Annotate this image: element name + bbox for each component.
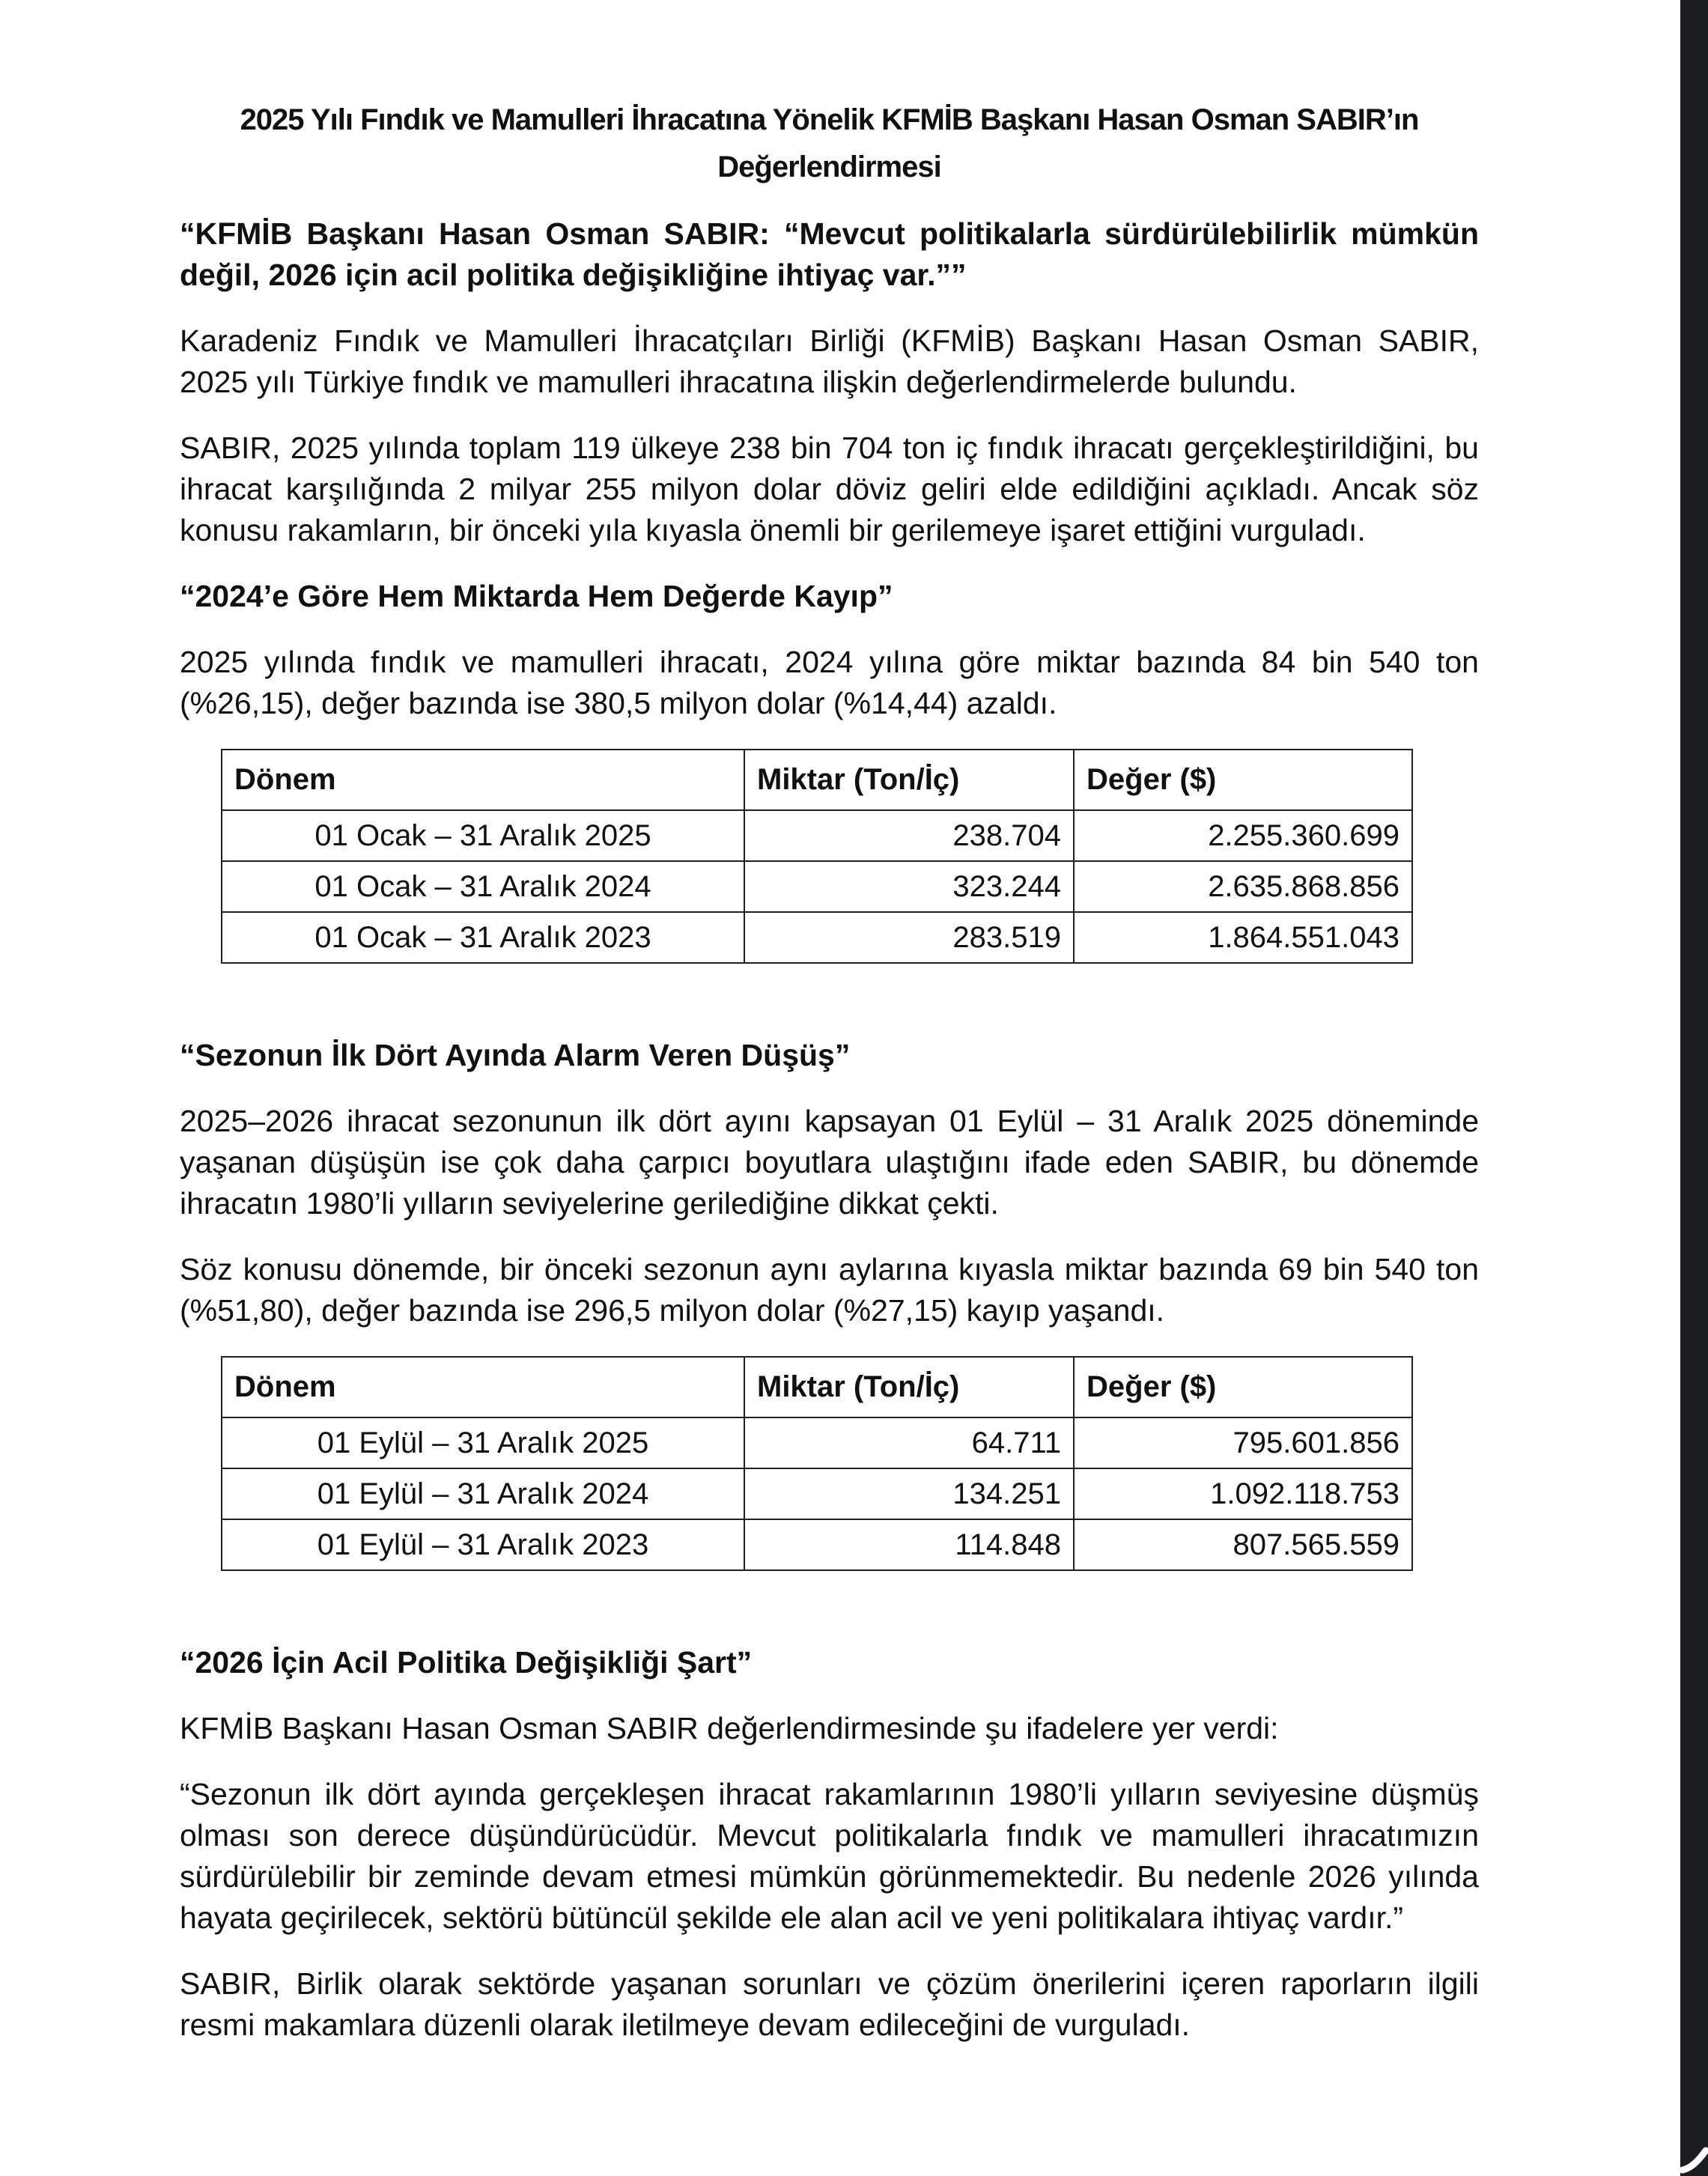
table-row [222, 1417, 1412, 1468]
table-header-cell-period: Dönem [222, 1357, 744, 1417]
swoosh-icon[interactable] [1680, 2137, 1708, 2173]
table-row [222, 861, 1412, 912]
table-cell-quantity: 323.244 [744, 861, 1074, 912]
swoosh-stroke [1683, 2151, 1706, 2170]
intro-paragraph-1: Karadeniz Fındık ve Mamulleri İhracatçıları Birliği (KFMİB) Başkanı Hasan Osman SABIR, 2025 yılı Türkiye fındık ve mamulleri ihracatına ilişkin değerlendirmelerde bulundu. [180, 323, 1479, 399]
table-row [222, 1468, 1412, 1519]
table-row [222, 1519, 1412, 1570]
intro-quote: “KFMİB Başkanı Hasan Osman SABIR: “Mevcut politikalarla sürdürülebilirlik mümkün değil, 2026 için acil politika değişikliğine ihtiyaç var.”” [180, 216, 1479, 292]
table-cell-quantity: 283.519 [744, 912, 1074, 963]
section-heading-loss-vs-2024: “2024’e Göre Hem Miktarda Hem Değerde Kayıp” [180, 579, 893, 613]
section-heading-policy-change: “2026 İçin Acil Politika Değişikliği Şart” [180, 1645, 753, 1680]
table-cell-value: 807.565.559 [1074, 1519, 1412, 1570]
table-cell-quantity: 134.251 [744, 1468, 1074, 1519]
table-header-cell-quantity: Miktar (Ton/İç) [744, 1357, 1074, 1417]
table-cell-period: 01 Eylül – 31 Aralık 2024 [222, 1468, 744, 1519]
table-cell-value: 2.255.360.699 [1074, 810, 1412, 861]
table-header-cell-quantity: Miktar (Ton/İç) [744, 750, 1074, 810]
table-cell-value: 2.635.868.856 [1074, 861, 1412, 912]
section3-paragraph-3: SABIR, Birlik olarak sektörde yaşanan sorunları ve çözüm önerilerini içeren raporların ilgili resmi makamlara düzenli olarak iletilmeye devam edileceğini de vurguladı. [180, 1966, 1479, 2042]
table-row [222, 810, 1412, 861]
table-cell-period: 01 Eylül – 31 Aralık 2023 [222, 1519, 744, 1570]
table-cell-period: 01 Eylül – 31 Aralık 2025 [222, 1417, 744, 1468]
intro-paragraph-2: SABIR, 2025 yılında toplam 119 ülkeye 238 bin 704 ton iç fındık ihracatı gerçekleştirildiğini, bu ihracat karşılığında 2 milyar 255 milyon dolar döviz geliri elde edildiğini açıkladı. Ancak söz konusu rakamların, bir önceki yıla kıyasla önemli bir gerilemeye işaret ettiğini vurguladı. [180, 431, 1479, 547]
table-cell-value: 1.864.551.043 [1074, 912, 1412, 963]
document-title-line2: Değerlendirmesi [717, 151, 941, 183]
section1-paragraph-1: 2025 yılında fındık ve mamulleri ihracatı, 2024 yılına göre miktar bazında 84 bin 540 ton (%26,15), değer bazında ise 380,5 milyon dolar (%14,44) azaldı. [180, 645, 1479, 720]
table-header-cell-value: Değer ($) [1074, 1357, 1412, 1417]
section2-paragraph-1: 2025–2026 ihracat sezonunun ilk dört ayını kapsayan 01 Eylül – 31 Aralık 2025 döneminde yaşanan düşüşün ise çok daha çarpıcı boyutlara ulaştığını ifade eden SABIR, bu dönemde ihracatın 1980’li yılların seviyelerine gerilediğine dikkat çekti. [180, 1104, 1479, 1221]
table-header-row [222, 750, 1412, 810]
document-content [180, 97, 1479, 2070]
table-header-cell-value: Değer ($) [1074, 750, 1412, 810]
section-heading-season-drop: “Sezonun İlk Dört Ayında Alarm Veren Düşüş” [180, 1038, 851, 1072]
table-header-cell-period: Dönem [222, 750, 744, 810]
season-export-table [221, 1356, 1413, 1571]
document-title-line1: 2025 Yılı Fındık ve Mamulleri İhracatına Yönelik KFMİB Başkanı Hasan Osman SABIR’ın [240, 103, 1419, 136]
table-cell-quantity: 238.704 [744, 810, 1074, 861]
scrollbar-track[interactable] [1680, 0, 1708, 2176]
section2-paragraph-2: Söz konusu dönemde, bir önceki sezonun aynı aylarına kıyasla miktar bazında 69 bin 540 ton (%51,80), değer bazında ise 296,5 milyon dolar (%27,15) kayıp yaşandı. [180, 1252, 1479, 1328]
table-row [222, 912, 1412, 963]
table-header-row [222, 1357, 1412, 1417]
table-cell-value: 795.601.856 [1074, 1417, 1412, 1468]
table-cell-quantity: 114.848 [744, 1519, 1074, 1570]
table-cell-quantity: 64.711 [744, 1417, 1074, 1468]
document-title [180, 97, 1479, 191]
section3-paragraph-1: KFMİB Başkanı Hasan Osman SABIR değerlendirmesinde şu ifadelere yer verdi: [180, 1711, 1279, 1745]
table-cell-period: 01 Ocak – 31 Aralık 2023 [222, 912, 744, 963]
annual-export-table [221, 749, 1413, 964]
table-cell-period: 01 Ocak – 31 Aralık 2024 [222, 861, 744, 912]
section3-paragraph-2: “Sezonun ilk dört ayında gerçekleşen ihracat rakamlarının 1980’li yılların seviyesine düşmüş olması son derece düşündürücüdür. Mevcut politikalarla fındık ve mamulleri ihracatımızın sürdürülebilir bir zeminde devam etmesi mümkün görünmemektedir. Bu nedenle 2026 yılında hayata geçirilecek, sektörü bütüncül şekilde ele alan acil ve yeni politikalara ihtiyaç vardır.” [180, 1777, 1479, 1935]
table-cell-value: 1.092.118.753 [1074, 1468, 1412, 1519]
table-cell-period: 01 Ocak – 31 Aralık 2025 [222, 810, 744, 861]
